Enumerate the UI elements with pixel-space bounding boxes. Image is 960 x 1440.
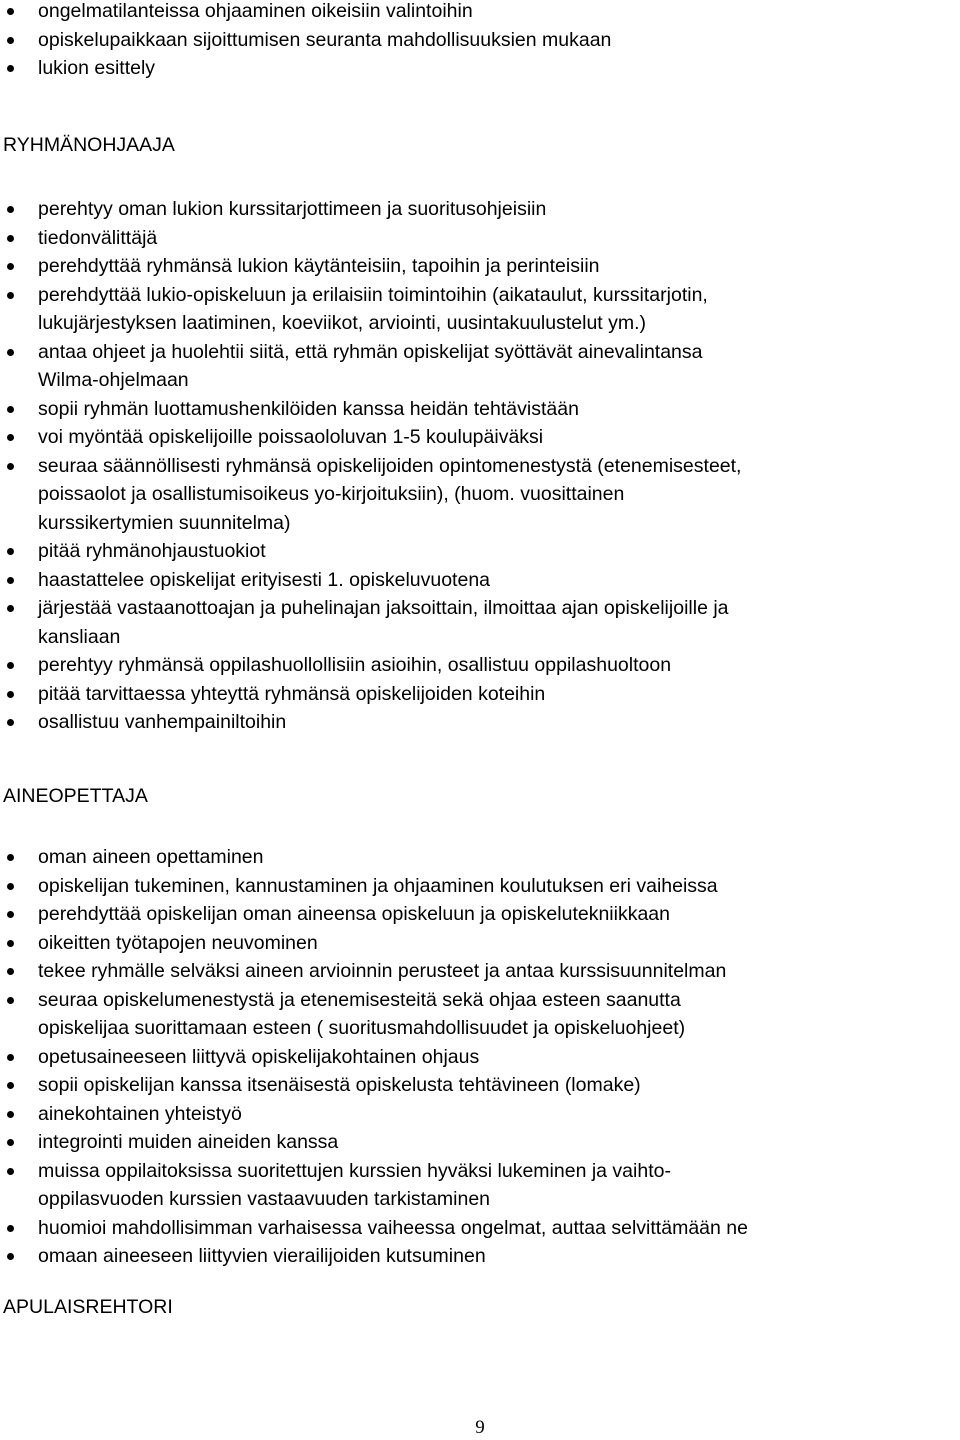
list-item (0, 708, 960, 737)
list-item (0, 224, 960, 253)
bullet-icon (7, 1139, 14, 1146)
list-item-text: haastattelee opiskelijat erityisesti 1. opiskeluvuotena (38, 568, 491, 591)
list-item (0, 26, 960, 55)
list-item (0, 566, 960, 595)
list-item-text: perehtyy oman lukion kurssitarjottimeen ja suoritusohjeisiin (38, 198, 547, 220)
list-item (0, 843, 960, 872)
list-item-text: lukion esittely (38, 57, 156, 79)
bullet-icon (7, 1082, 14, 1089)
list-item (0, 537, 960, 566)
list-item (0, 395, 960, 424)
list-item-text: osallistuu vanhempainiltoihin (38, 711, 287, 733)
heading-aineopettaja: AINEOPETTAJA (3, 785, 148, 807)
list-item (0, 986, 960, 1043)
list-item (0, 54, 960, 83)
bullet-icon (7, 292, 14, 299)
list-item-text: kansliaan (38, 625, 121, 648)
bullet-icon (7, 8, 14, 15)
list-item-text: Wilma-ohjelmaan (38, 369, 189, 391)
list-item-text: muissa oppilaitoksissa suoritettujen kurssien hyväksi lukeminen ja vaihto- (38, 1159, 671, 1182)
bullet-icon (7, 349, 14, 356)
list-item (0, 929, 960, 958)
list-item-text: opetusaineeseen liittyvä opiskelijakohtainen ohjaus (38, 1045, 480, 1068)
list-item (0, 594, 960, 651)
list-item (0, 1242, 960, 1271)
bullet-icon (7, 463, 14, 470)
bullet-icon (7, 968, 14, 975)
list-item-text: opiskelijaa suorittamaan esteen ( suoritusmahdollisuudet ja opiskeluohjeet) (38, 1017, 686, 1039)
page-number: 9 (475, 1417, 485, 1438)
bullet-icon (7, 263, 14, 270)
list-item (0, 1214, 960, 1243)
bullet-icon (7, 1225, 14, 1232)
list-item-text: tiedonvälittäjä (38, 226, 158, 249)
list-item-text: pitää ryhmänohjaustuokiot (38, 540, 266, 562)
list-item-text: oman aineen opettaminen (38, 846, 264, 868)
list-item-text: oikeitten työtapojen neuvominen (38, 931, 318, 954)
list-item-text: lukujärjestyksen laatiminen, koeviikot, arviointi, uusintakuulustelut ym.) (38, 312, 647, 334)
list-item (0, 1043, 960, 1072)
list-item (0, 900, 960, 929)
list-item-text: poissaolot ja osallistumisoikeus yo-kirjoituksiin), (huom. vuosittainen (38, 483, 625, 505)
bullet-icon (7, 1054, 14, 1061)
bullet-icon (7, 854, 14, 861)
heading-apulaisrehtori: APULAISREHTORI (3, 1296, 173, 1318)
list-item (0, 195, 960, 224)
list-item-text: perehdyttää opiskelijan oman aineensa opiskeluun ja opiskelutekniikkaan (38, 903, 670, 925)
bullet-icon (7, 434, 14, 441)
list-item (0, 872, 960, 901)
list-item-text: ongelmatilanteissa ohjaaminen oikeisiin valintoihin (38, 0, 473, 22)
bullet-icon (7, 883, 14, 890)
top-continued-list (0, 0, 960, 83)
list-item-text: opiskelijan tukeminen, kannustaminen ja ohjaaminen koulutuksen eri vaiheissa (38, 874, 718, 897)
list-item (0, 651, 960, 680)
bullet-icon (7, 577, 14, 584)
list-item-text: huomioi mahdollisimman varhaisessa vaiheessa ongelmat, auttaa selvittämään ne (38, 1216, 748, 1239)
list-item (0, 1071, 960, 1100)
aineopettaja-task-list (0, 843, 960, 1271)
bullet-icon (7, 206, 14, 213)
list-item-text: kurssikertymien suunnitelma) (38, 511, 291, 534)
bullet-icon (7, 691, 14, 698)
list-item (0, 1100, 960, 1129)
list-item-text: sopii ryhmän luottamushenkilöiden kanssa heidän tehtävistään (38, 397, 579, 420)
list-item-text: seuraa säännöllisesti ryhmänsä opiskelijoiden opintomenestystä (etenemisesteet, (38, 454, 742, 477)
bullet-icon (7, 662, 14, 669)
bullet-icon (7, 406, 14, 413)
bullet-icon (7, 719, 14, 726)
bullet-icon (7, 605, 14, 612)
list-item (0, 0, 960, 26)
list-item-text: tekee ryhmälle selväksi aineen arvioinnin perusteet ja antaa kurssisuunnitelman (38, 960, 727, 982)
list-item (0, 281, 960, 338)
list-item-text: perehtyy ryhmänsä oppilashuollollisiin asioihin, osallistuu oppilashuoltoon (38, 654, 672, 676)
list-item-text: sopii opiskelijan kanssa itsenäisestä opiskelusta tehtävineen (lomake) (38, 1074, 641, 1096)
list-item-text: perehdyttää lukio-opiskeluun ja erilaisiin toimintoihin (aikataulut, kurssitarjotin, (38, 283, 708, 306)
list-item (0, 423, 960, 452)
bullet-icon (7, 1168, 14, 1175)
list-item-text: ainekohtainen yhteistyö (38, 1102, 242, 1125)
list-item-text: antaa ohjeet ja huolehtii siitä, että ryhmän opiskelijat syöttävät ainevalintansa (38, 340, 703, 363)
list-item-text: voi myöntää opiskelijoille poissaololuvan 1-5 koulupäiväksi (38, 426, 544, 448)
bullet-icon (7, 548, 14, 555)
bullet-icon (7, 235, 14, 242)
list-item-text: omaan aineeseen liittyvien vierailijoiden kutsuminen (38, 1245, 486, 1267)
bullet-icon (7, 1111, 14, 1118)
list-item-text: järjestää vastaanottoajan ja puhelinajan jaksoittain, ilmoittaa ajan opiskelijoille ja (38, 597, 729, 619)
list-item-text: oppilasvuoden kurssien vastaavuuden tarkistaminen (38, 1188, 491, 1210)
bullet-icon (7, 1253, 14, 1260)
bullet-icon (7, 37, 14, 44)
heading-ryhmanohjaaja: RYHMÄNOHJAAJA (3, 134, 175, 156)
list-item-text: perehdyttää ryhmänsä lukion käytänteisiin, tapoihin ja perinteisiin (38, 255, 600, 277)
bullet-icon (7, 997, 14, 1004)
list-item-text: integrointi muiden aineiden kanssa (38, 1131, 339, 1153)
list-item (0, 252, 960, 281)
list-item (0, 338, 960, 395)
ryhmanohjaaja-task-list (0, 195, 960, 737)
list-item (0, 957, 960, 986)
list-item (0, 1128, 960, 1157)
list-item (0, 452, 960, 538)
bullet-icon (7, 65, 14, 72)
list-item-text: seuraa opiskelumenestystä ja etenemisesteitä sekä ohjaa esteen saanutta (38, 988, 681, 1011)
bullet-icon (7, 911, 14, 918)
list-item-text: opiskelupaikkaan sijoittumisen seuranta mahdollisuuksien mukaan (38, 28, 612, 51)
list-item-text: pitää tarvittaessa yhteyttä ryhmänsä opiskelijoiden koteihin (38, 682, 546, 705)
list-item (0, 680, 960, 709)
list-item (0, 1157, 960, 1214)
bullet-icon (7, 940, 14, 947)
